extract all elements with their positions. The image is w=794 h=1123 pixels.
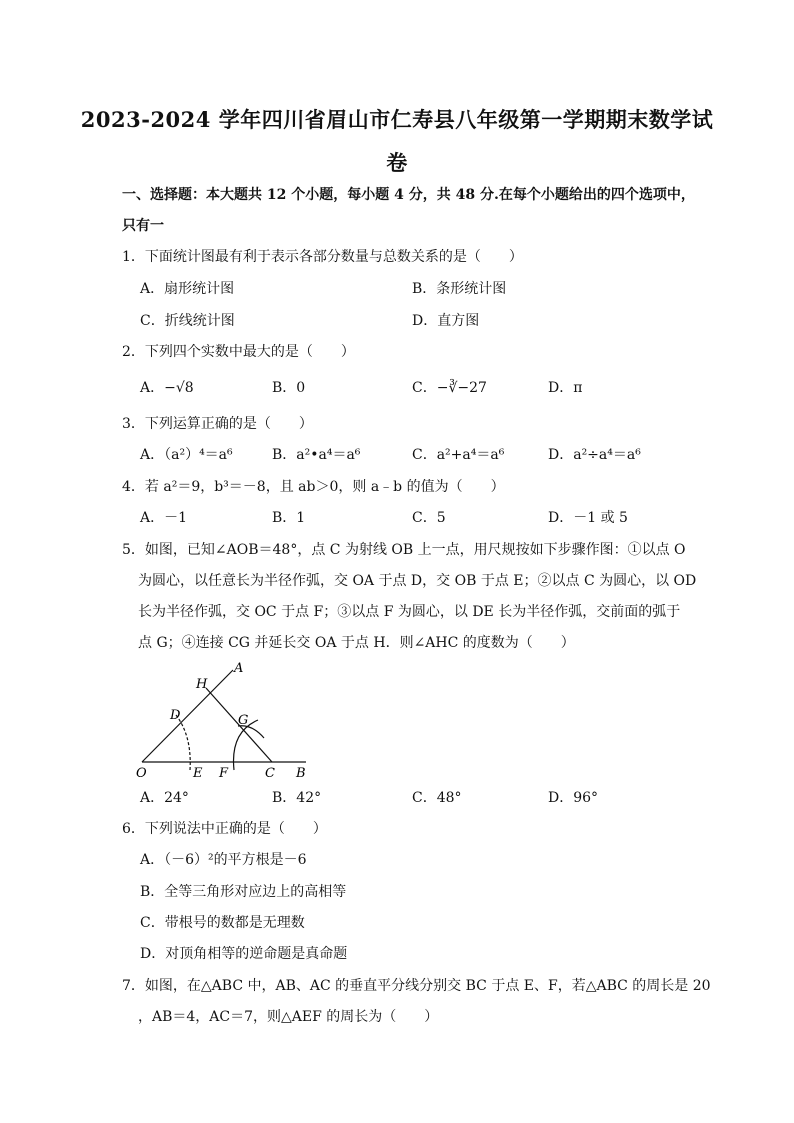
q5-option-d: D．96° [548, 790, 599, 806]
label-d: D [170, 708, 181, 723]
q5-geometry-figure [130, 660, 320, 785]
label-c: C [265, 766, 275, 781]
label-o: O [136, 766, 147, 781]
label-a: A [234, 661, 244, 676]
q4-option-d: D．－1 或 5 [548, 510, 628, 526]
label-g: G [238, 713, 249, 728]
q3-option-d: D．a²÷a⁴＝a⁶ [548, 447, 641, 463]
q2-option-c: C．−∛−27 [412, 380, 487, 396]
q4-option-c: C．5 [412, 510, 446, 526]
q4-option-b: B．1 [272, 510, 306, 526]
q1-option-d: D．直方图 [412, 313, 480, 329]
q3-option-c: C．a²+a⁴＝a⁶ [412, 447, 505, 463]
q2-option-a-math: −√8 [164, 380, 194, 396]
q6-option-d: D．对顶角相等的逆命题是真命题 [140, 946, 348, 962]
q1-stem: 1．下面统计图最有利于表示各部分数量与总数关系的是（ ） [122, 249, 523, 265]
section-heading: 一、选择题：本大题共 12 个小题，每小题 4 分，共 48 分.在每个小题给出的四个选项中， [122, 187, 695, 203]
q6-option-a: A．（－6）²的平方根是－6 [140, 852, 307, 868]
q1-option-c: C．折线统计图 [140, 313, 235, 329]
q4-stem: 4．若 a²＝9，b³＝－8，且 ab＞0，则 a﹣b 的值为（ ） [122, 479, 505, 495]
q6-stem: 6．下列说法中正确的是（ ） [122, 821, 327, 837]
q6-option-c: C．带根号的数都是无理数 [140, 915, 305, 931]
q3-stem: 3．下列运算正确的是（ ） [122, 416, 313, 432]
q3-option-a: A．（a²）⁴＝a⁶ [140, 447, 233, 463]
q1-option-a: A．扇形统计图 [140, 281, 235, 297]
q5-option-a: A．24° [140, 790, 189, 806]
q6-option-b: B．全等三角形对应边上的高相等 [140, 884, 347, 900]
q5-line-4: 点 G；④连接 CG 并延长交 OA 于点 H．则∠AHC 的度数为（ ） [138, 635, 575, 651]
q7-line-2: ，AB＝4，AC＝7，则△AEF 的周长为（ ） [138, 1009, 439, 1025]
q2-option-b: B．0 [272, 380, 306, 396]
q3-option-b: B．a²•a⁴＝a⁶ [272, 447, 361, 463]
q5-line-2: 为圆心，以任意长为半径作弧，交 OA 于点 D，交 OB 于点 E；②以点 C 为圆心，以 OD [138, 573, 697, 589]
section-heading-cont: 只有一 [122, 218, 164, 234]
q5-option-b: B．42° [272, 790, 322, 806]
q2-stem: 2．下列四个实数中最大的是（ ） [122, 344, 355, 360]
q7-line-1: 7．如图，在△ABC 中，AB、AC 的垂直平分线分别交 BC 于点 E、F，若△ABC 的周长是 20 [122, 978, 711, 994]
label-e: E [193, 766, 203, 781]
label-h: H [196, 677, 208, 692]
page-title: 2023-2024 学年四川省眉山市仁寿县八年级第一学期期末数学试 [80, 107, 714, 132]
q5-line-1: 5．如图，已知∠AOB＝48°，点 C 为射线 OB 上一点，用尺规按如下步骤作图：①以点 O [122, 542, 686, 558]
q2-option-d: D．π [548, 380, 583, 396]
ray-oa [142, 670, 233, 762]
label-f: F [219, 766, 229, 781]
q2-option-c-math: −∛−27 [436, 380, 487, 396]
q4-option-a: A．－1 [140, 510, 188, 526]
page-title-cont: 卷 [386, 150, 408, 175]
q5-line-3: 长为半径作弧，交 OC 于点 F；③以点 F 为圆心，以 DE 长为半径作弧，交前面的弧于 [138, 604, 681, 620]
q1-option-b: B．条形统计图 [412, 281, 507, 297]
q5-option-c: C．48° [412, 790, 462, 806]
label-b: B [296, 766, 306, 781]
q2-option-a: A．−√8 [140, 380, 194, 396]
